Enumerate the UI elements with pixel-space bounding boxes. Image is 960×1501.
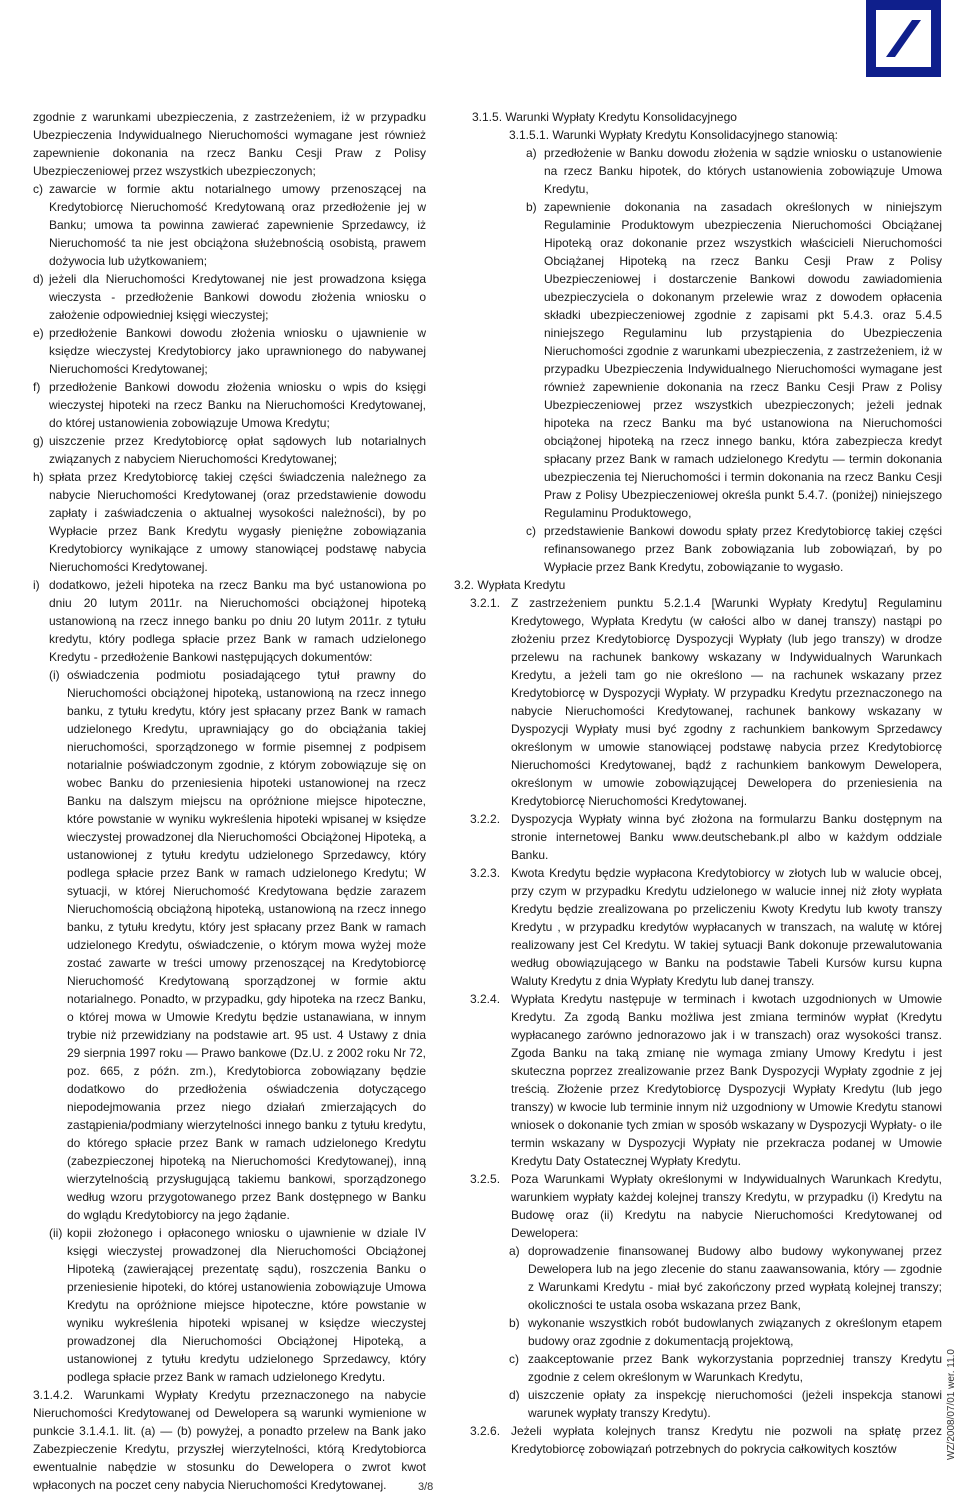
section-text: Jeżeli wypłata kolejnych transz Kredytu nie pozwoli na spłatę przez Kredytobiorcę zobowiązań potrzebnych do pokrycia całkowitych kosztów — [511, 1424, 942, 1456]
list-label: d) — [33, 272, 44, 286]
list-label: i) — [33, 578, 40, 592]
section-text: Kwota Kredytu będzie wypłacona Kredytobiorcy w złotych lub w walucie obcej, przy czym w przypadku Kredytu udzielonego w walucie innej niż złoty wypłata Kredytu będzie zrealizowana po przeliczeniu Kwoty Kredytu lub kwoty transzy Kredytu , w przypadku kredytów wypłacanych w transzach, na walutę w której realizowany jest Cel Kredytu. W takiej sytuacji Bank dokonuje przewalutowania według obowiązującego w Banku na podstawie Tabeli Kursów kursu kupna Waluty Kredytu z dnia Wypłaty Kredytu lub danej transzy. — [511, 866, 942, 988]
list-label: (ii) — [49, 1226, 63, 1240]
section-number: 3.2.4. — [470, 992, 501, 1006]
section-3-1-4-2: 3.1.4.2. Warunkami Wypłaty Kredytu przeznaczonego na nabycie Nieruchomości Kredytowanej od Dewelopera są warunki wymienione w punkcie 3.1.4.1. lit. (a) — (b) powyżej, a ponadto przelew na Bank jako Zabezpieczenie Kredytu, przyszłej wierzytelności, którą Kredytobiorca ewentualnie nabędzie w stosunku do Dewelopera o zwrot kwot wpłaconych na poczet ceny nabycia Nieruchomości Kredytowanej. — [33, 1388, 426, 1492]
list-item-i-2 — [33, 1224, 426, 1386]
section-heading-3-2: 3.2. Wypłata Kredytu — [454, 578, 566, 592]
list-label: a) — [509, 1244, 520, 1258]
section-3-2-2 — [454, 810, 942, 864]
section-3-2-3 — [454, 864, 942, 990]
section-heading-3-1-5: 3.1.5. Warunki Wypłaty Kredytu Konsolidacyjnego — [472, 110, 737, 124]
section-number: 3.2.5. — [470, 1172, 501, 1186]
list-text: uiszczenie opłaty za inspekcję nieruchomości (jeżeli inspekcja stanowi warunek wypłaty transzy Kredytu). — [528, 1388, 942, 1420]
list-text: zaakceptowanie przez Bank wykorzystania poprzedniej transzy Kredytu zgodnie z celem określonym w Warunkach Kredytu, — [528, 1352, 942, 1384]
list-item-i-1 — [33, 666, 426, 1224]
list-item-d — [33, 270, 426, 324]
list-label: f) — [33, 380, 41, 394]
list-text: przedłożenie Bankowi dowodu złożenia wniosku o wpis do księgi wieczystej hipoteki na rzecz Banku na Nieruchomości Kredytowanej, do której ustanowienia zobowiązuje Umowa Kredytu; — [49, 380, 426, 430]
list-text: jeżeli dla Nieruchomości Kredytowanej nie jest prowadzona księga wieczysta - przedłożenie Bankowi dowodu złożenia wniosku o założenie odpowiedniej księgi wieczystej; — [49, 272, 426, 322]
list-text: wykonanie wszystkich robót budowlanych związanych z określonym etapem budowy oraz zgodnie z dokumentacją projektową, — [528, 1316, 942, 1348]
bank-logo — [866, 0, 941, 77]
list-item-3-2-5-d — [454, 1386, 942, 1422]
right-column — [454, 108, 942, 1458]
list-label: c) — [33, 182, 43, 196]
list-label: b) — [509, 1316, 520, 1330]
list-item-h — [33, 468, 426, 576]
list-item-3-2-5-a — [454, 1242, 942, 1314]
left-column — [33, 108, 426, 1494]
list-label: g) — [33, 434, 44, 448]
list-text: spłata przez Kredytobiorcę takiej części świadczenia należnego za nabycie Nieruchomości Kredytowanej (oraz przedstawienie dowodu zapłaty i zaświadczenia o aktualnej wysokości należności), by po Wypłacie przez Bank Kredytu wygasły pieniężne zobowiązania Kredytobiorcy wynikające z umowy stanowiącej podstawę nabycia Nieruchomości Kredytowanej. — [49, 470, 426, 574]
list-text: przedstawienie Bankowi dowodu spłaty przez Kredytobiorcę takiej części refinansowanego przez Bank zobowiązania lub zobowiązań, by po Wypłacie przez Bank Kredytu, zobowiązanie to wygasło. — [544, 524, 942, 574]
list-item-i — [33, 576, 426, 666]
section-number: 3.2.2. — [470, 812, 501, 826]
list-text: przedłożenie Bankowi dowodu złożenia wniosku o ujawnienie w księdze wieczystej Kredytobiorcy jako uprawnionego do nabywanej Nieruchomości Kredytowanej; — [49, 326, 426, 376]
section-number: 3.2.3. — [470, 866, 501, 880]
section-text: Poza Warunkami Wypłaty określonymi w Indywidualnych Warunkach Kredytu, warunkiem wypłaty każdej kolejnej transzy Kredytu, w przypadku (i) Kredytu na Budowę oraz (ii) Kredytu na nabycie Nieruchomości Kredytowanej od Dewelopera: — [511, 1172, 942, 1240]
list-item-a — [454, 144, 942, 198]
list-label: a) — [526, 146, 537, 160]
list-text: dodatkowo, jeżeli hipoteka na rzecz Banku ma być ustanowiona po dniu 20 lutym 2011r. na Nieruchomości obciążonej hipoteką ustanowioną na rzecz innego banku po dniu 20 lutym 2011r. z tytułu kredytu, który podlega spłacie przez Bank w ramach udzielonego Kredytu - przedłożenie Bankowi następujących dokumentów: — [49, 578, 426, 664]
list-text: zapewnienie dokonania na zasadach określonych w niniejszym Regulaminie Produktowym ubezpieczenia Nieruchomości Obciążanej Hipoteką oraz dokonanie przez wszystkich właścicieli Nieruchomości Obciążanej Hipoteką na rzecz Banku Cesji Praw z Polisy Ubezpieczeniowej i dostarczenie Bankowi dowodu zawiadomienia ubezpieczyciela o dokonanym przelewie wraz z dowodem opłacenia składki ubezpieczeniowej zgodnie z zapisami pkt 5.4.3. oraz 5.4.5 niniejszego Regulaminu lub przystąpienia do Ubezpieczenia Nieruchomości zgodnie z warunkami ubezpieczenia, z zastrzeżeniem, iż w przypadku Ubezpieczenia Indywidualnego Nieruchomości wymagane jest również zapewnienie dokonania na rzecz Banku Cesji Praw z Polisy Ubezpieczeniowej przez wszystkich ubezpieczonych; jeżeli jednak hipoteka na rzecz Banku ma być ustanowiona na Nieruchomości obciążonej hipoteką na rzecz innego banku, która zabezpiecza kredyt spłacany przez Bank w ramach udzielonego Kredytu — termin dokonania ubezpieczenia tej Nieruchomości i termin dokonania na rzecz Banku Cesji Praw z Polisy Ubezpieczeniowej określa punkt 5.4.7. (poniżej) niniejszego Regulaminu Produktowego, — [544, 200, 942, 520]
section-3-2-6 — [454, 1422, 942, 1458]
list-text: oświadczenia podmiotu posiadającego tytuł prawny do Nieruchomości obciążonej hipoteką, ustanowioną na rzecz innego banku, z tytułu kredytu, który jest spłacany przez Bank w ramach udzielonego Kredytu, uprawniający go do obciążania takiej nieruchomości, sporządzonego w formie pisemnej z podpisem notarialnie poświadczonym zgodnie, z którym zobowiązuje się on wobec Banku do przeniesienia hipoteki ustanowionej na rzecz Banku na dalszym miejscu na opróżnione miejsce hipoteczne, które powstanie w wyniku wykreślenia hipoteki wpisanej w księdze wieczystej prowadzonej dla Nieruchomości Obciążonej Hipoteką, a ustanowionej z tytułu kredytu udzielonego Sprzedawcy, który podlega spłacie przez Bank w ramach udzielonego Kredytu; W sytuacji, w której Nieruchomość Kredytowana będzie zarazem Nieruchomością obciążoną hipoteką, ustanowioną na rzecz innego banku, z tytułu kredytu, który jest spłacany przez Bank w ramach udzielonego Kredytu, oświadczenie, o którym mowa wyżej może zostać zawarte w treści umowy przenoszącej na Kredytobiorcę Nieruchomość Kredytowaną sporządzonej w formie aktu notarialnego. Ponadto, w przypadku, gdy hipoteka na rzecz Banku, o której mowa w Umowie Kredytu będzie ustanawiana, w innym trybie niż przewidziany na podstawie art. 95 ust. 4 Ustawy z dnia 29 sierpnia 1997 roku — Prawo bankowe (Dz.U. z 2002 roku Nr 72, poz. 665, z późn. zm.), Kredytobiorca zobowiązany będzie dodatkowo do przedłożenia oświadczenia dotyczącego niepodejmowania przez niego działań zmierzających do zastąpienia/podmiany wierzytelności innego banku z tytułu kredytu, do którego spłacie przez Bank w ramach udzielonego Kredytu (zabezpieczonej hipoteką na Nieruchomości Kredytowanej), inną wierzytelnością przysługującą takiemu bankowi, sporządzonego według wzoru przygotowanego przez Bank dostępnego w Banku do wglądu Kredytobiorcy na jego żądanie. — [67, 668, 426, 1222]
section-3-2-4 — [454, 990, 942, 1170]
list-label: c) — [526, 524, 536, 538]
list-label: e) — [33, 326, 44, 340]
list-item-g — [33, 432, 426, 468]
list-label: (i) — [49, 668, 60, 682]
section-3-2-1 — [454, 594, 942, 810]
list-text: zawarcie w formie aktu notarialnego umowy przenoszącej na Kredytobiorcę Nieruchomość Kredytowaną oraz przedłożenie jej w Banku; umowa ta powinna zawierać zapewnienie Sprzedawcy, iż Nieruchomość ta nie jest obciążona służebnością osobistą, prawem dożywocia lub użytkowaniem; — [49, 182, 426, 268]
list-label: d) — [509, 1388, 520, 1402]
list-item-e — [33, 324, 426, 378]
list-text: doprowadzenie finansowanej Budowy albo budowy wykonywanej przez Dewelopera lub na jego zlecenie do stanu zaawansowania, który — zgodnie z Warunkami Kredytu - miał być zakończony przed wypłatą kolejnej transzy; okoliczności te ustala osoba wskazana przez Bank, — [528, 1244, 942, 1312]
section-text: Dyspozycja Wypłaty winna być złożona na formularzu Banku dostępnym na stronie internetowej Banku www.deutschebank.pl albo w każdym oddziale Banku. — [511, 812, 942, 862]
list-item-3-2-5-b — [454, 1314, 942, 1350]
section-number: 3.2.1. — [470, 596, 501, 610]
list-label: b) — [526, 200, 537, 214]
section-heading-3-1-5-1: 3.1.5.1. Warunki Wypłaty Kredytu Konsolidacyjnego stanowią: — [509, 128, 838, 142]
list-item-3-2-5-c — [454, 1350, 942, 1386]
list-text: kopii złożonego i opłaconego wniosku o ujawnienie w dziale IV księgi wieczystej prowadzonej dla Nieruchomości Obciążonej Hipoteką (zawierającej prezentatę sądu), roszczenia Banku o przeniesienie hipoteki, do której ustanowienia zobowiązuje Umowa Kredytu na opróżnione miejsce hipoteczne, które powstanie w wyniku wykreślenia hipoteki wpisanej w księdze wieczystej prowadzonej dla Nieruchomości Obciążonej Hipoteką, a ustanowionej z tytułu kredytu udzielonego Sprzedawcy, który podlega spłacie przez Bank w ramach udzielonego Kredytu. — [67, 1226, 426, 1384]
section-3-2-5 — [454, 1170, 942, 1242]
page-number: 3/8 — [418, 1481, 434, 1493]
section-text: Z zastrzeżeniem punktu 5.2.1.4 [Warunki Wypłaty Kredytu] Regulaminu Kredytowego, Wypłata Kredytu (w całości albo w danej transzy) nastąpi po złożeniu przez Kredytobiorcę Dyspozycji Wypłaty (lub jego transzy) w drodze przelewu na rachunek bankowy wskazany w Indywidualnych Warunkach Kredytu, a jeżeli tam go nie określono — na rachunek wskazany przez Kredytobiorcę w Dyspozycji Wypłaty. W przypadku Kredytu przeznaczonego na nabycie Nieruchomości Kredytowanej, rachunek bankowy wskazany w Dyspozycji Wypłaty musi być zgodny z rachunkiem bankowym Sprzedawcy określonym w umowie stanowiącej podstawę nabycia przez Kredytobiorcę Nieruchomości Kredytowanej, bądź z rachunkiem bankowym Dewelopera, określonym w umowie zobowiązującej Dewelopera do przeniesienia na Kredytobiorcę Nieruchomości Kredytowanej. — [511, 596, 942, 808]
list-item-c — [454, 522, 942, 576]
list-item-f — [33, 378, 426, 432]
document-version: WZ/2008/07/01 wer. 11.0 — [946, 1349, 957, 1460]
list-item-b — [454, 198, 942, 522]
list-item-c — [33, 180, 426, 270]
list-text: uiszczenie przez Kredytobiorcę opłat sądowych lub notarialnych związanych z nabyciem Nieruchomości Kredytowanej; — [49, 434, 426, 466]
list-label: c) — [509, 1352, 519, 1366]
section-text: Wypłata Kredytu następuje w terminach i kwotach uzgodnionych w Umowie Kredytu. Za zgodą Banku możliwa jest zmiana terminów wypłat (Kredytu wypłacanego zarówno jednorazowo jak i w transzach) oraz wysokości transz. Zgoda Banku na taką zmianę nie wymaga zmiany Umowy Kredytu i jest skuteczna poprzez zrealizowanie przez Bank Dyspozycji Wypłaty zgodnie z jej treścią. Złożenie przez Kredytobiorcę Dyspozycji Wypłaty Kredytu (lub jego transzy) w kwocie lub terminie innym niż uzgodniony w Umowie Kredytu stanowi wniosek o dokonanie tych zmian w sposób wskazany w Dyspozycji Wypłaty- o ile termin wskazany w Dyspozycji Wypłaty nie przekracza podanej w Umowie Kredytu Daty Ostatecznej Wypłaty Kredytu. — [511, 992, 942, 1168]
list-label: h) — [33, 470, 44, 484]
section-number: 3.2.6. — [470, 1424, 501, 1438]
paragraph-b-tail: zgodnie z warunkami ubezpieczenia, z zastrzeżeniem, iż w przypadku Ubezpieczenia Indywidualnego Nieruchomości wymagane jest również zapewnienie dokonania na rzecz Banku Cesji Praw z Polisy Ubezpieczeniowej przez wszystkich ubezpieczonych; — [33, 110, 426, 178]
list-text: przedłożenie w Banku dowodu złożenia w sądzie wniosku o ustanowienie na rzecz Banku hipotek, do których ustanowienia zobowiązuje Umowa Kredytu, — [544, 146, 942, 196]
logo-slash-icon — [876, 10, 931, 67]
